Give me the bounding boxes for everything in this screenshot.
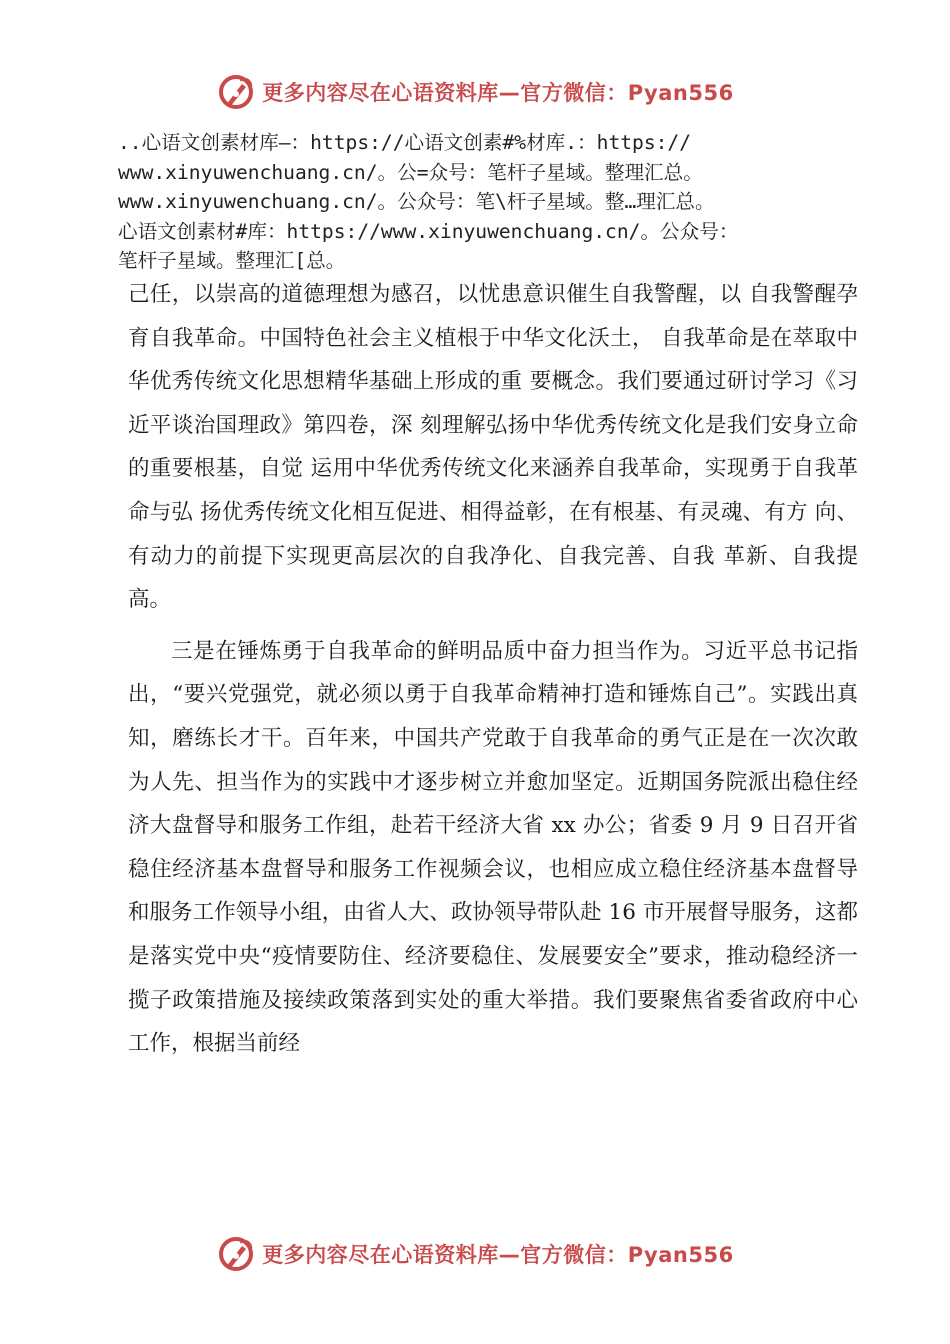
red-circle-pen-logo-icon — [216, 1234, 256, 1274]
watermark-banner-top — [0, 70, 950, 114]
red-circle-pen-logo-icon — [216, 72, 256, 112]
body-paragraph: 己任，以崇高的道德理想为感召，以忧患意识催生自我警醒，以 自我警醒孕育自我革命。中国特色社会主义植根于中华文化沃土， 自我革命是在萃取中华优秀传统文化思想精华基础上形成的重 要概念。我们要通过研讨学习《习近平谈治国理政》第四卷，深 刻理解弘扬中华优秀传统文化是我们安身立命的重要根基，自觉 运用中华优秀传统文化来涵养自我革命，实现勇于自我革命与弘 扬优秀传统文化相互促进、相得益彰，在有根基、有灵魂、有方 向、有动力的前提下实现更高层次的自我净化、自我完善、自我 革新、自我提高。 — [128, 282, 858, 613]
header-note-line: 心语文创素材#库：https://www.xinyuwenchuang.cn/。公众号： — [118, 219, 739, 243]
watermark-separator: — — [498, 1243, 521, 1267]
watermark-separator: — — [498, 81, 521, 105]
watermark-site-text: 更多内容尽在心语资料库 — [262, 81, 499, 105]
watermark-wechat-label: 官方微信： — [520, 1243, 628, 1267]
header-note-line: www.xinyuwenchuang.cn/。公=众号：笔杆子星域。整理汇总。 — [118, 160, 703, 184]
header-source-note — [118, 128, 848, 276]
watermark-wechat-id: Pyan556 — [627, 81, 734, 105]
watermark-wechat-label: 官方微信： — [520, 81, 628, 105]
document-body — [128, 273, 858, 1066]
header-note-line: 笔杆子星域。整理汇[总。 — [118, 249, 346, 272]
header-note-line: ..心语文创素材库—：https://心语文创素#%材库.：https:// — [118, 131, 692, 154]
header-note-line: www.xinyuwenchuang.cn/。公众号：笔\杆子星域。整…理汇总。 — [118, 190, 715, 213]
watermark-wechat-id: Pyan556 — [627, 1243, 734, 1267]
watermark-site-text: 更多内容尽在心语资料库 — [262, 1243, 499, 1267]
body-paragraph: 三是在锤炼勇于自我革命的鲜明品质中奋力担当作为。习近平总书记指出，“要兴党强党，就必须以勇于自我革命精神打造和锤炼自己”。实践出真知，磨练长才干。百年来，中国共产党敢于自我革命的勇气正是在一次次敢为人先、担当作为的实践中才逐步树立并愈加坚定。近期国务院派出稳住经济大盘督导和服务工作组，赴若干经济大省 xx 办公；省委 9 月 9 日召开省稳住经济基本盘督导和服务工作视频会议，也相应成立稳住经济基本盘督导和服务工作领导小组，由省人大、政协领导带队赴 16 市开展督导服务，这都是落实党中央“疫情要防住、经济要稳住、发展要安全”要求，推动稳经济一揽子政策措施及接续政策落到实处的重大举措。我们要聚焦省委省政府中心工作，根据当前经 — [128, 638, 858, 1057]
watermark-banner-bottom — [0, 1232, 950, 1276]
